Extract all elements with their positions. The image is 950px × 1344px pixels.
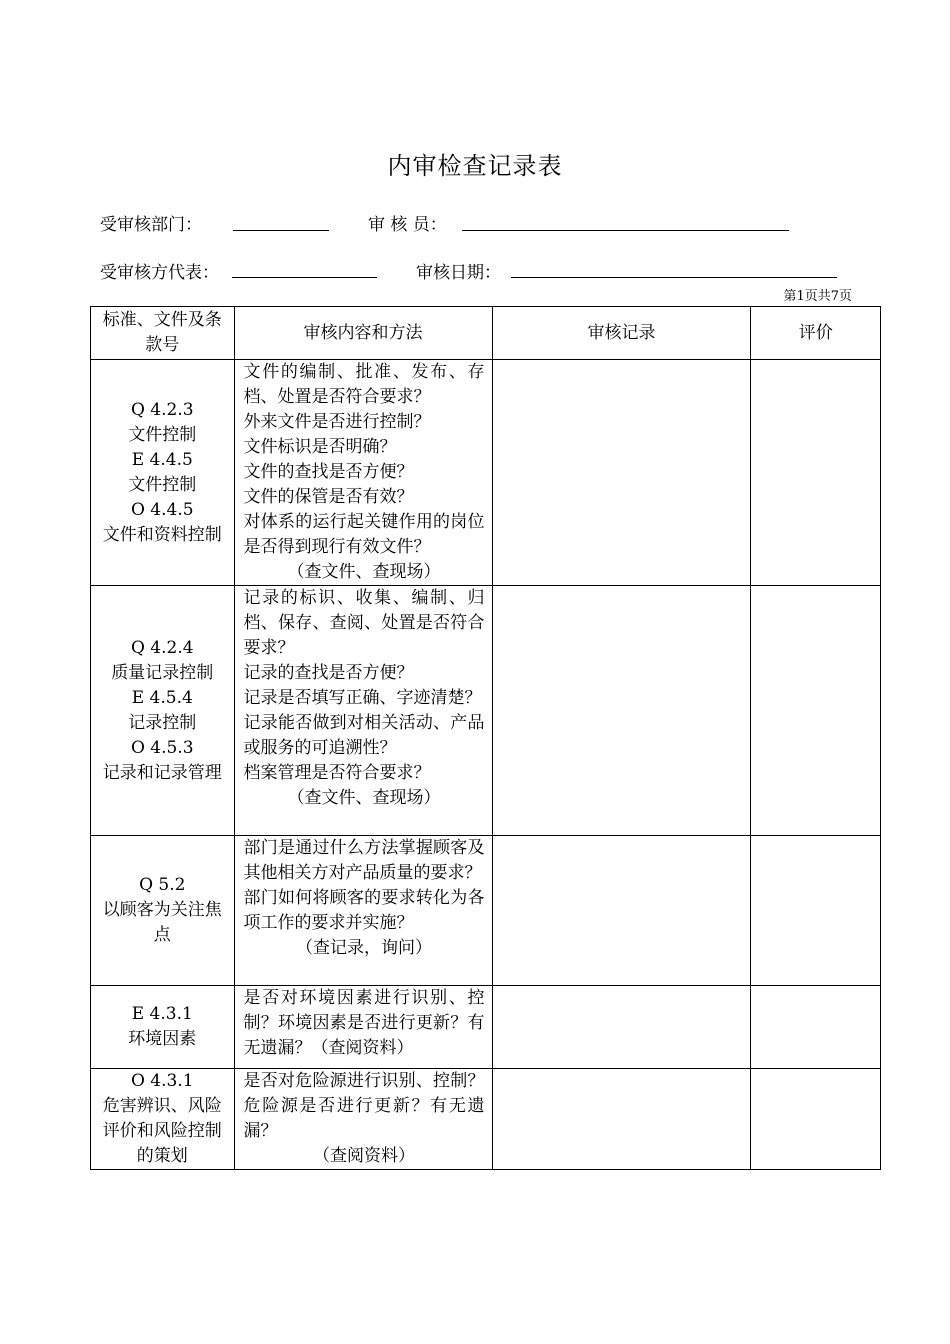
header-record: 审核记录 <box>492 307 751 360</box>
standard-clause-line: 质量记录控制 <box>111 662 214 683</box>
standard-clause-cell <box>91 986 235 1069</box>
audit-method: （查阅资料） <box>313 1146 416 1166</box>
audit-question: 记录的查找是否方便？ <box>243 663 414 683</box>
audit-method: （查文件、查现场） <box>287 562 441 582</box>
audit-content-cell <box>234 360 492 586</box>
standard-clause-line: E 4.3.1 <box>131 1004 193 1024</box>
standard-clause-line: 记录和记录管理 <box>102 762 222 783</box>
audited-rep-label: 受审核方代表： <box>100 263 219 283</box>
page-number: 第1页共7页 <box>783 289 852 304</box>
table-row <box>91 836 881 986</box>
audit-record-cell[interactable] <box>492 586 751 836</box>
standard-clause-line: E 4.4.5 <box>131 449 193 470</box>
standard-clause-line: E 4.5.4 <box>131 687 193 708</box>
audit-question: 记录是否填写正确、字迹清楚？ <box>243 688 482 708</box>
audit-record-cell[interactable] <box>492 1069 751 1170</box>
standard-clause-cell <box>91 836 235 986</box>
audit-question: 部门如何将顾客的要求转化为各项工作的要求并实施？ <box>243 888 485 933</box>
audit-method: （查文件、查现场） <box>287 788 441 808</box>
evaluation-cell[interactable] <box>751 1069 881 1170</box>
audit-checklist-table <box>90 306 881 1170</box>
standard-clause-line: 文件控制 <box>128 474 197 495</box>
audit-record-cell[interactable] <box>492 986 751 1069</box>
table-row <box>91 986 881 1069</box>
audited-dept-field[interactable] <box>233 230 329 231</box>
header-evaluation: 评价 <box>751 307 881 360</box>
auditor-field[interactable] <box>462 230 789 231</box>
audit-question: 部门是通过什么方法掌握顾客及其他相关方对产品质量的要求？ <box>243 838 485 883</box>
header-content: 审核内容和方法 <box>234 307 492 360</box>
audit-method: （查记录，询问） <box>296 938 433 958</box>
audit-question: 是否对危险源进行识别、控制？危险源是否进行更新？有无遗漏？ <box>243 1071 485 1141</box>
standard-clause-cell <box>91 586 235 836</box>
audit-record-cell[interactable] <box>492 836 751 986</box>
standard-clause-line: O 4.3.1 <box>130 1071 194 1091</box>
audit-content-cell <box>234 586 492 836</box>
audited-dept-label: 受审核部门： <box>100 215 202 235</box>
evaluation-cell[interactable] <box>751 586 881 836</box>
audit-question: 是否对环境因素进行识别、控制？环境因素是否进行更新？有无遗漏？（查阅资料） <box>243 988 485 1058</box>
evaluation-cell[interactable] <box>751 836 881 986</box>
standard-clause-line: Q 5.2 <box>139 875 186 895</box>
standard-clause-line: 记录控制 <box>128 712 197 733</box>
standard-clause-line: 文件和资料控制 <box>102 524 222 545</box>
table-row <box>91 586 881 836</box>
standard-clause-line: 以顾客为关注焦点 <box>102 900 222 945</box>
standard-clause-line: 文件控制 <box>128 424 197 445</box>
standard-clause-cell <box>91 360 235 586</box>
standard-clause-line: Q 4.2.4 <box>130 637 194 658</box>
audit-question: 对体系的运行起关键作用的岗位是否得到现行有效文件？ <box>243 512 485 557</box>
audit-date-label: 审核日期： <box>416 263 501 283</box>
audit-date-field[interactable] <box>511 277 837 278</box>
standard-clause-cell <box>91 1069 235 1170</box>
audit-content-cell <box>234 986 492 1069</box>
audit-question: 档案管理是否符合要求？ <box>243 763 431 783</box>
audit-question: 文件标识是否明确？ <box>243 437 397 457</box>
standard-clause-line: Q 4.2.3 <box>130 399 194 420</box>
audit-question: 记录能否做到对相关活动、产品或服务的可追溯性？ <box>243 713 485 758</box>
audit-question: 记录的标识、收集、编制、归档、保存、查阅、处置是否符合要求？ <box>243 588 485 658</box>
evaluation-cell[interactable] <box>751 360 881 586</box>
audited-rep-field[interactable] <box>232 277 377 278</box>
audit-question: 文件的编制、批准、发布、存档、处置是否符合要求？ <box>243 362 485 407</box>
audit-question: 外来文件是否进行控制？ <box>243 412 431 432</box>
audit-record-cell[interactable] <box>492 360 751 586</box>
evaluation-cell[interactable] <box>751 986 881 1069</box>
page-title: 内审检查记录表 <box>387 152 563 180</box>
standard-clause-line: 危害辨识、风险评价和风险控制的策划 <box>102 1096 222 1166</box>
auditor-label: 审 核 员： <box>368 215 447 235</box>
standard-clause-line: O 4.4.5 <box>130 499 194 520</box>
audit-content-cell <box>234 836 492 986</box>
table-row <box>91 1069 881 1170</box>
table-row <box>91 360 881 586</box>
audit-question: 文件的保管是否有效？ <box>243 487 414 507</box>
standard-clause-line: 环境因素 <box>128 1029 197 1049</box>
header-standard: 标准、文件及条款号 <box>91 307 235 360</box>
standard-clause-line: O 4.5.3 <box>130 737 194 758</box>
audit-content-cell <box>234 1069 492 1170</box>
audit-question: 文件的查找是否方便？ <box>243 462 414 482</box>
table-header-row <box>91 307 881 360</box>
